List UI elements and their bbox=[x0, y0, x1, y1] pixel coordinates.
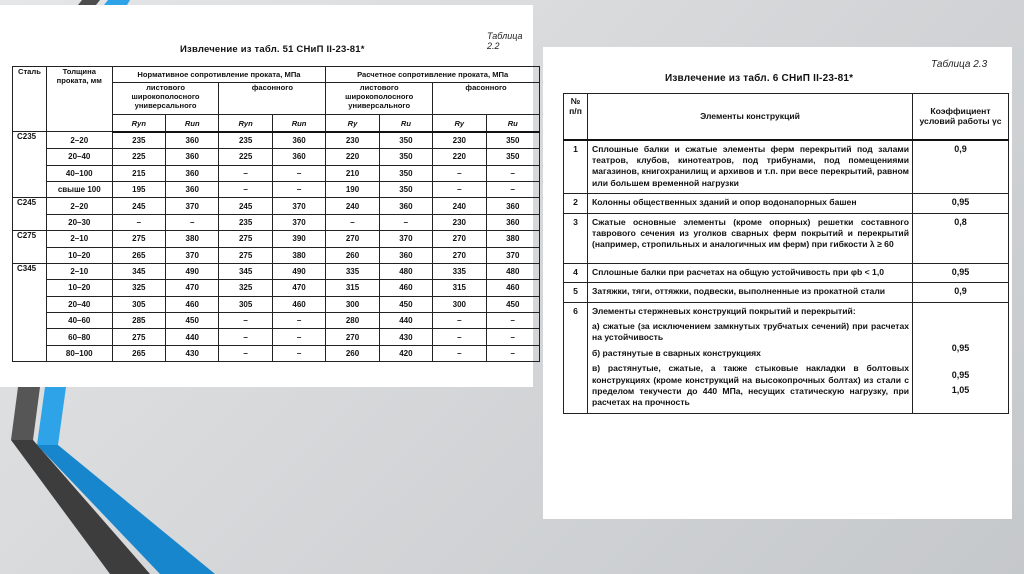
value-cell: 370 bbox=[272, 198, 325, 214]
value-cell: 270 bbox=[326, 231, 379, 247]
value-cell: 360 bbox=[166, 132, 219, 149]
value-cell: 230 bbox=[326, 132, 379, 149]
table-2-3-label: Таблица 2.3 bbox=[931, 59, 988, 70]
row-num: 4 bbox=[564, 263, 588, 282]
value-cell: 440 bbox=[379, 313, 432, 329]
value-cell: – bbox=[433, 313, 486, 329]
table-row bbox=[564, 283, 1009, 302]
steel-grade-cell: С235 bbox=[13, 132, 47, 198]
value-cell: 350 bbox=[379, 149, 432, 165]
value-cell: 440 bbox=[166, 329, 219, 345]
row-text: Затяжки, тяги, оттяжки, подвески, выполненные из прокатной стали bbox=[588, 283, 913, 302]
value-cell: – bbox=[433, 345, 486, 361]
value-cell: – bbox=[486, 181, 539, 197]
row-coef: 0,9 bbox=[913, 140, 1009, 194]
value-cell: 360 bbox=[166, 165, 219, 181]
value-cell: 360 bbox=[486, 198, 539, 214]
value-cell: 260 bbox=[326, 345, 379, 361]
value-cell: 225 bbox=[112, 149, 165, 165]
value-cell: 265 bbox=[112, 247, 165, 263]
value-cell: 195 bbox=[112, 181, 165, 197]
header-ry: Ry bbox=[326, 115, 379, 132]
value-cell: 315 bbox=[433, 280, 486, 296]
value-cell: – bbox=[433, 181, 486, 197]
table-2-3-image bbox=[543, 47, 1012, 519]
row-6b-coef: 0,95 bbox=[951, 369, 970, 380]
row-coef: 0,95 bbox=[913, 194, 1009, 213]
value-cell: – bbox=[379, 214, 432, 230]
value-cell: – bbox=[486, 345, 539, 361]
header-elements: Элементы конструкций bbox=[588, 94, 913, 140]
row-num: 5 bbox=[564, 283, 588, 302]
table-2-2-title: Извлечение из табл. 51 СНиП II-23-81* bbox=[180, 44, 365, 55]
value-cell: 350 bbox=[379, 132, 432, 149]
value-cell: 490 bbox=[166, 263, 219, 279]
value-cell: 350 bbox=[379, 165, 432, 181]
value-cell: 470 bbox=[272, 280, 325, 296]
value-cell: – bbox=[486, 313, 539, 329]
table-row bbox=[13, 165, 540, 181]
value-cell: 345 bbox=[112, 263, 165, 279]
header-design-sheet: листового широкополосного универсального bbox=[326, 83, 433, 115]
table-2-2-image bbox=[0, 5, 533, 387]
table-row bbox=[13, 280, 540, 296]
header-normative: Нормативное сопротивление проката, МПа bbox=[112, 67, 326, 83]
value-cell: 390 bbox=[272, 231, 325, 247]
value-cell: 275 bbox=[219, 247, 272, 263]
value-cell: 470 bbox=[166, 280, 219, 296]
thickness-cell: 80–100 bbox=[46, 345, 112, 361]
value-cell: 275 bbox=[112, 231, 165, 247]
value-cell: 420 bbox=[379, 345, 432, 361]
value-cell: 380 bbox=[166, 231, 219, 247]
value-cell: 450 bbox=[166, 313, 219, 329]
thickness-cell: 20–30 bbox=[46, 214, 112, 230]
thickness-cell: свыше 100 bbox=[46, 181, 112, 197]
value-cell: 490 bbox=[272, 263, 325, 279]
value-cell: 245 bbox=[219, 198, 272, 214]
header-normative-shaped: фасонного bbox=[219, 83, 326, 115]
value-cell: – bbox=[166, 214, 219, 230]
row-text: Сплошные балки при расчетах на общую устойчивость при φb < 1,0 bbox=[588, 263, 913, 282]
thickness-cell: 10–20 bbox=[46, 247, 112, 263]
row-6c-text: в) растянутые, сжатые, а также стыковые накладки в болтовых конструкциях (кроме конструкций на высокопрочных болтах) из стали с пределом текучести до 440 МПа, несущих статическую нагрузку, при расчетах на прочность bbox=[592, 363, 909, 408]
header-normative-sheet: листового широкополосного универсального bbox=[112, 83, 219, 115]
value-cell: 235 bbox=[219, 132, 272, 149]
value-cell: – bbox=[219, 165, 272, 181]
header-thickness: Толщина проката, мм bbox=[46, 67, 112, 132]
value-cell: 285 bbox=[112, 313, 165, 329]
value-cell: – bbox=[219, 345, 272, 361]
value-cell: 260 bbox=[326, 247, 379, 263]
value-cell: 370 bbox=[272, 214, 325, 230]
row-text: Сжатые основные элементы (кроме опорных) решетки составного таврового сечения из уголков сварных ферм покрытий и перекрытий (например, стропильных и аналогичных им ферм) при гибкости λ ≥ 60 bbox=[588, 213, 913, 263]
steel-grade-cell: С275 bbox=[13, 231, 47, 264]
thickness-cell: 2–10 bbox=[46, 231, 112, 247]
row-text: Сплошные балки и сжатые элементы ферм перекрытий под залами театров, клубов, кинотеатров, под трибунами, под помещениями магазинов, книгохранилищ и архивов и т.п. при весе перекрытий, равном или большем временной нагрузки bbox=[588, 140, 913, 194]
table-row bbox=[564, 263, 1009, 282]
value-cell: 235 bbox=[219, 214, 272, 230]
row-num: 1 bbox=[564, 140, 588, 194]
thickness-cell: 2–10 bbox=[46, 263, 112, 279]
value-cell: 210 bbox=[326, 165, 379, 181]
row-text-group bbox=[588, 302, 913, 413]
value-cell: 305 bbox=[219, 296, 272, 312]
row-num: 3 bbox=[564, 213, 588, 263]
header-run: Run bbox=[272, 115, 325, 132]
value-cell: 460 bbox=[166, 296, 219, 312]
value-cell: 360 bbox=[379, 247, 432, 263]
value-cell: 460 bbox=[272, 296, 325, 312]
value-cell: – bbox=[272, 313, 325, 329]
value-cell: 190 bbox=[326, 181, 379, 197]
value-cell: 350 bbox=[486, 149, 539, 165]
value-cell: 270 bbox=[326, 329, 379, 345]
value-cell: – bbox=[219, 313, 272, 329]
value-cell: 335 bbox=[326, 263, 379, 279]
value-cell: 265 bbox=[112, 345, 165, 361]
value-cell: 240 bbox=[326, 198, 379, 214]
steel-grade-cell: С345 bbox=[13, 263, 47, 361]
value-cell: – bbox=[272, 165, 325, 181]
table-row bbox=[13, 181, 540, 197]
header-ru: Ru bbox=[379, 115, 432, 132]
value-cell: 275 bbox=[112, 329, 165, 345]
value-cell: 480 bbox=[379, 263, 432, 279]
value-cell: 300 bbox=[433, 296, 486, 312]
header-coef: Коэффициент условий работы γc bbox=[913, 94, 1009, 140]
table-row bbox=[564, 213, 1009, 263]
header-ry: Ry bbox=[433, 115, 486, 132]
value-cell: 325 bbox=[112, 280, 165, 296]
value-cell: – bbox=[219, 181, 272, 197]
value-cell: 270 bbox=[433, 247, 486, 263]
table-row bbox=[564, 302, 1009, 413]
value-cell: 360 bbox=[166, 181, 219, 197]
value-cell: 450 bbox=[486, 296, 539, 312]
value-cell: – bbox=[326, 214, 379, 230]
value-cell: 360 bbox=[379, 198, 432, 214]
value-cell: 370 bbox=[166, 198, 219, 214]
value-cell: 460 bbox=[379, 280, 432, 296]
table-row bbox=[13, 329, 540, 345]
value-cell: – bbox=[486, 165, 539, 181]
table-2-3-title: Извлечение из табл. 6 СНиП II-23-81* bbox=[665, 73, 854, 84]
value-cell: 235 bbox=[112, 132, 165, 149]
value-cell: 480 bbox=[486, 263, 539, 279]
value-cell: 345 bbox=[219, 263, 272, 279]
value-cell: 370 bbox=[379, 231, 432, 247]
steel-resistance-table bbox=[12, 66, 540, 362]
thickness-cell: 20–40 bbox=[46, 149, 112, 165]
value-cell: 230 bbox=[433, 132, 486, 149]
header-steel: Сталь bbox=[13, 67, 47, 132]
header-ryn: Ryn bbox=[219, 115, 272, 132]
value-cell: 305 bbox=[112, 296, 165, 312]
row-num: 6 bbox=[564, 302, 588, 413]
value-cell: – bbox=[486, 329, 539, 345]
row-coef-group bbox=[913, 302, 1009, 413]
row-coef: 0,8 bbox=[913, 213, 1009, 263]
value-cell: 360 bbox=[486, 214, 539, 230]
value-cell: 280 bbox=[326, 313, 379, 329]
table-row bbox=[13, 247, 540, 263]
row-6a-text: а) сжатые (за исключением замкнутых трубчатых сечений) при расчетах на устойчивость bbox=[592, 320, 909, 343]
table-2-2-label: Таблица 2.2 bbox=[487, 31, 523, 51]
header-run: Run bbox=[166, 115, 219, 132]
thickness-cell: 2–20 bbox=[46, 198, 112, 214]
table-row bbox=[13, 313, 540, 329]
row-coef: 0,95 bbox=[913, 263, 1009, 282]
table-row bbox=[564, 140, 1009, 194]
row-num: 2 bbox=[564, 194, 588, 213]
row-6-intro: Элементы стержневых конструкций покрытий и перекрытий: bbox=[592, 305, 856, 316]
table-row bbox=[564, 194, 1009, 213]
value-cell: 220 bbox=[433, 149, 486, 165]
value-cell: 230 bbox=[433, 214, 486, 230]
table-row bbox=[13, 263, 540, 279]
table-row bbox=[13, 132, 540, 149]
value-cell: 360 bbox=[166, 149, 219, 165]
value-cell: 270 bbox=[433, 231, 486, 247]
thickness-cell: 10–20 bbox=[46, 280, 112, 296]
row-6c-coef: 1,05 bbox=[951, 385, 970, 396]
table-row bbox=[13, 214, 540, 230]
row-text: Колонны общественных зданий и опор водонапорных башен bbox=[588, 194, 913, 213]
thickness-cell: 40–60 bbox=[46, 313, 112, 329]
value-cell: 335 bbox=[433, 263, 486, 279]
header-num: № п/п bbox=[564, 94, 588, 140]
value-cell: 370 bbox=[166, 247, 219, 263]
table-row bbox=[13, 345, 540, 361]
row-6b-text: б) растянутые в сварных конструкциях bbox=[592, 347, 761, 358]
value-cell: 325 bbox=[219, 280, 272, 296]
table-row bbox=[13, 231, 540, 247]
thickness-cell: 40–100 bbox=[46, 165, 112, 181]
value-cell: 215 bbox=[112, 165, 165, 181]
value-cell: – bbox=[272, 329, 325, 345]
value-cell: 300 bbox=[326, 296, 379, 312]
value-cell: 315 bbox=[326, 280, 379, 296]
value-cell: 430 bbox=[166, 345, 219, 361]
thickness-cell: 20–40 bbox=[46, 296, 112, 312]
thickness-cell: 60–80 bbox=[46, 329, 112, 345]
value-cell: – bbox=[433, 165, 486, 181]
value-cell: 225 bbox=[219, 149, 272, 165]
value-cell: 240 bbox=[433, 198, 486, 214]
value-cell: – bbox=[272, 181, 325, 197]
value-cell: 450 bbox=[379, 296, 432, 312]
value-cell: 380 bbox=[272, 247, 325, 263]
steel-grade-cell: С245 bbox=[13, 198, 47, 231]
work-conditions-table bbox=[563, 93, 1009, 414]
value-cell: 350 bbox=[486, 132, 539, 149]
header-ru: Ru bbox=[486, 115, 539, 132]
value-cell: 275 bbox=[219, 231, 272, 247]
value-cell: – bbox=[112, 214, 165, 230]
value-cell: 360 bbox=[272, 132, 325, 149]
table-row bbox=[13, 296, 540, 312]
value-cell: – bbox=[272, 345, 325, 361]
value-cell: 460 bbox=[486, 280, 539, 296]
value-cell: 220 bbox=[326, 149, 379, 165]
header-design: Расчетное сопротивление проката, МПа bbox=[326, 67, 540, 83]
table-row bbox=[13, 149, 540, 165]
row-6a-coef: 0,95 bbox=[951, 342, 970, 353]
value-cell: 430 bbox=[379, 329, 432, 345]
value-cell: 245 bbox=[112, 198, 165, 214]
value-cell: – bbox=[433, 329, 486, 345]
value-cell: 380 bbox=[486, 231, 539, 247]
value-cell: 350 bbox=[379, 181, 432, 197]
value-cell: 360 bbox=[272, 149, 325, 165]
header-ryn: Ryn bbox=[112, 115, 165, 132]
table-row bbox=[13, 198, 540, 214]
header-design-shaped: фасонного bbox=[433, 83, 540, 115]
value-cell: 370 bbox=[486, 247, 539, 263]
thickness-cell: 2–20 bbox=[46, 132, 112, 149]
row-coef: 0,9 bbox=[913, 283, 1009, 302]
value-cell: – bbox=[219, 329, 272, 345]
